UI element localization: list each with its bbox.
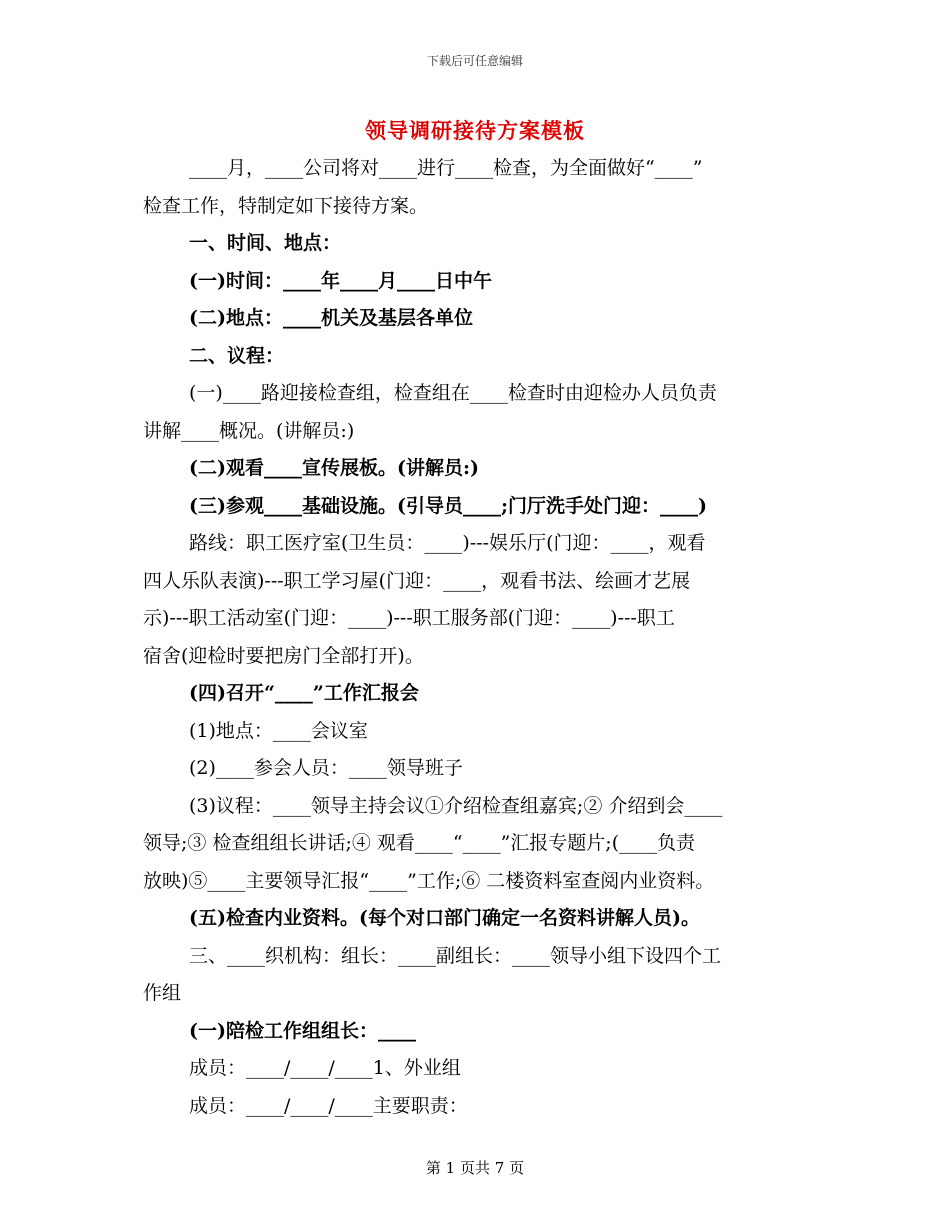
paragraph-line: (四)召开“____”工作汇报会 <box>189 682 419 704</box>
paragraph-line: 二、议程： <box>189 344 285 367</box>
paragraph-line: (三)参观____基础设施。(引导员____;门厅洗手处门迎：____) <box>189 494 707 517</box>
paragraph-line: 检查工作，特制定如下接待方案。 <box>143 194 429 217</box>
document-body <box>143 150 808 1125</box>
paragraph-line: ____月，____公司将对____进行____检查，为全面做好“____” <box>189 157 703 179</box>
paragraph-line: 宿舍(迎检时要把房门全部打开)。 <box>143 644 424 667</box>
page-header: 下载后可任意编辑 <box>426 54 523 68</box>
document-title: 领导调研接待方案模板 <box>365 118 585 143</box>
paragraph-line: 放映)⑤____主要领导汇报“____”工作;⑥ 二楼资料室查阅内业资料。 <box>143 869 715 892</box>
paragraph-line: 三、____织机构：组长：____副组长：____领导小组下设四个工 <box>189 944 722 967</box>
paragraph-line: (五)检查内业资料。(每个对口部门确定一名资料讲解人员)。 <box>189 907 700 929</box>
paragraph-line: 讲解____概况。(讲解员:) <box>143 419 355 442</box>
paragraph-line: (二)地点：____机关及基层各单位 <box>189 307 473 329</box>
paragraph-line: (二)观看____宣传展板。(讲解员:) <box>189 457 479 479</box>
paragraph-line: (1)地点：____会议室 <box>189 719 368 742</box>
paragraph-line: (一)陪检工作组组长：____ <box>189 1019 416 1042</box>
paragraph-line: (2)____参会人员：____领导班子 <box>189 757 463 779</box>
paragraph-line: 领导;③ 检查组组长讲话;④ 观看____“____”汇报专题片;(____负责 <box>143 832 696 854</box>
paragraph-line: 成员：____/____/____1、外业组 <box>189 1057 461 1079</box>
paragraph-line: 作组 <box>143 982 182 1004</box>
page-footer: 第 1 页共 7 页 <box>425 1159 525 1177</box>
paragraph-line: 四人乐队表演)---职工学习屋(门迎：____，观看书法、绘画才艺展 <box>143 569 691 592</box>
paragraph-line: (一)时间：____年____月____日中午 <box>189 269 492 292</box>
paragraph-line: (一)____路迎接检查组，检查组在____检查时由迎检办人员负责 <box>189 382 717 404</box>
paragraph-line: 一、时间、地点： <box>189 232 342 254</box>
paragraph-line: 路线：职工医疗室(卫生员：____)---娱乐厅(门迎：____，观看 <box>189 532 706 554</box>
paragraph-line: 示)---职工活动室(门迎：____)---职工服务部(门迎：____)---职工 <box>143 607 675 629</box>
paragraph-line: 成员：____/____/____主要职责： <box>189 1094 468 1117</box>
paragraph-line: (3)议程：____领导主持会议①介绍检查组嘉宾;② 介绍到会____ <box>189 794 723 817</box>
